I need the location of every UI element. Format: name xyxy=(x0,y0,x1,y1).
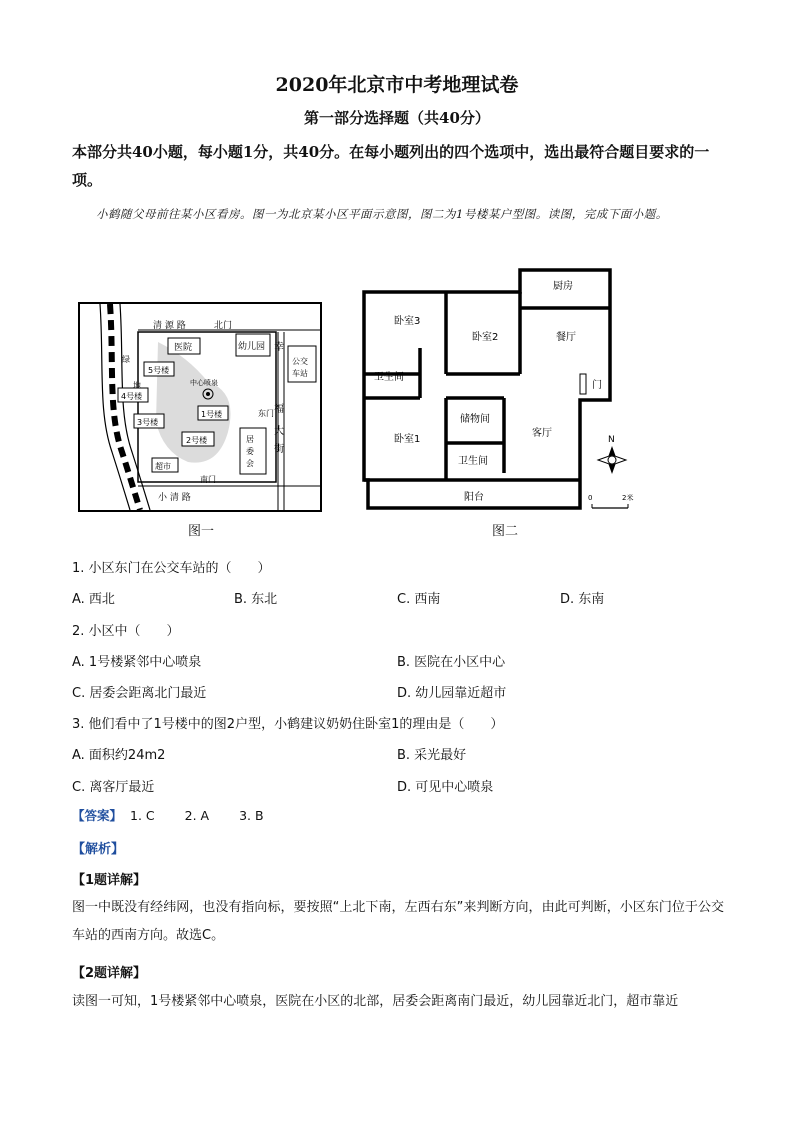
answer-1: 1. C xyxy=(130,808,155,823)
figure-1-community-map xyxy=(78,302,322,512)
label-dining: 餐厅 xyxy=(556,332,576,343)
label-building-1: 1号楼 xyxy=(201,410,223,419)
figure-2-caption: 图二 xyxy=(492,524,519,539)
label-committee-1: 居 xyxy=(246,435,254,444)
label-road-north: 清 源 路 xyxy=(153,321,186,331)
question-1-stem: 1. 小区东门在公交车站的（ ） xyxy=(72,561,271,576)
label-hospital: 医院 xyxy=(174,343,193,353)
q2-option-a: A. 1号楼紧邻中心喷泉 xyxy=(72,655,202,670)
label-scale-2: 2米 xyxy=(622,494,634,502)
q3-option-b: B. 采光最好 xyxy=(397,748,467,763)
label-storage: 储物间 xyxy=(460,414,490,425)
q1-option-b: B. 东北 xyxy=(234,592,278,607)
detail-2-text: 读图一可知，1号楼紧邻中心喷泉，医院在小区的北部，居委会距离南门最近，幼儿园靠近北门，超市靠近 xyxy=(72,994,679,1009)
label-building-4: 4号楼 xyxy=(121,392,143,401)
detail-2-heading: 【2题详解】 xyxy=(72,966,147,981)
label-bus-2: 车站 xyxy=(292,369,308,378)
question-3-stem: 3. 他们看中了1号楼中的图2户型，小鹤建议奶奶住卧室1的理由是（ ） xyxy=(72,717,504,732)
label-balcony: 阳台 xyxy=(464,492,484,503)
label-bedroom-3: 卧室3 xyxy=(394,316,421,327)
label-living: 客厅 xyxy=(532,428,552,439)
label-building-2: 2号楼 xyxy=(186,436,208,445)
label-street-3: 大 xyxy=(274,426,284,437)
q3-option-c: C. 离客厅最近 xyxy=(72,780,155,795)
label-green-2: 地 xyxy=(133,381,141,390)
label-bathroom-2: 卫生间 xyxy=(458,456,488,467)
label-south-gate: 南门 xyxy=(200,475,216,484)
label-street-2: 福 xyxy=(274,404,284,415)
label-committee-3: 会 xyxy=(246,459,254,468)
label-kitchen: 厨房 xyxy=(553,281,573,292)
answer-2: 2. A xyxy=(184,808,210,823)
q2-option-b: B. 医院在小区中心 xyxy=(397,655,506,670)
label-road-south: 小 清 路 xyxy=(158,493,191,503)
label-building-5: 5号楼 xyxy=(148,366,170,375)
north-arrow-icon xyxy=(598,435,626,474)
label-scale-0: 0 xyxy=(588,494,593,502)
label-green-1: 绿 xyxy=(122,355,130,364)
label-east-gate: 东门 xyxy=(258,409,274,418)
q2-option-d: D. 幼儿园靠近超市 xyxy=(397,686,507,701)
q1-option-a: A. 西北 xyxy=(72,592,115,607)
answer-tag: 【答案】 xyxy=(72,808,123,823)
detail-1-heading: 【1题详解】 xyxy=(72,873,147,888)
page-title: 2020年北京市中考地理试卷 xyxy=(275,74,519,96)
label-street-1: 幸 xyxy=(274,342,284,353)
label-building-3: 3号楼 xyxy=(137,418,159,427)
q1-option-d: D. 东南 xyxy=(560,592,605,607)
label-door: 门 xyxy=(592,380,602,391)
label-bathroom-1: 卫生间 xyxy=(374,372,404,383)
label-kindergarten: 幼儿园 xyxy=(238,342,266,352)
answer-line xyxy=(72,806,290,824)
label-bedroom-2: 卧室2 xyxy=(472,332,499,343)
label-north: N xyxy=(608,435,615,445)
figure-1-caption: 图一 xyxy=(188,524,215,539)
label-bus-1: 公交 xyxy=(292,357,308,366)
q3-option-a: A. 面积约24m2 xyxy=(72,748,166,763)
section-title: 第一部分选择题（共40分） xyxy=(304,109,490,127)
answer-3: 3. B xyxy=(239,808,264,823)
label-bedroom-1: 卧室1 xyxy=(394,434,421,445)
detail-1-text: 图一中既没有经纬网，也没有指向标，要按照“上北下南，左西右东”来判断方向，由此可判断，小区东门位于公交车站的西南方向。故选C。 xyxy=(72,900,724,943)
figure-2-floor-plan xyxy=(360,268,642,516)
label-north-gate: 北门 xyxy=(214,321,233,331)
label-supermarket: 超市 xyxy=(155,462,171,471)
q3-option-d: D. 可见中心喷泉 xyxy=(397,780,494,795)
q2-option-c: C. 居委会距离北门最近 xyxy=(72,686,207,701)
label-fountain: 中心喷泉 xyxy=(190,379,218,387)
analysis-tag: 【解析】 xyxy=(72,842,125,857)
label-street-4: 街 xyxy=(274,444,284,455)
intro-text: 小鹤随父母前往某小区看房。图一为北京某小区平面示意图，图二为1号楼某户型图。读图，完成下面小题。 xyxy=(96,207,668,221)
instruction-text: 本部分共40小题，每小题1分，共40分。在每小题列出的四个选项中，选出最符合题目要求的一项。 xyxy=(72,143,710,189)
question-2-stem: 2. 小区中（ ） xyxy=(72,624,180,639)
label-committee-2: 委 xyxy=(246,447,254,456)
q1-option-c: C. 西南 xyxy=(397,592,441,607)
